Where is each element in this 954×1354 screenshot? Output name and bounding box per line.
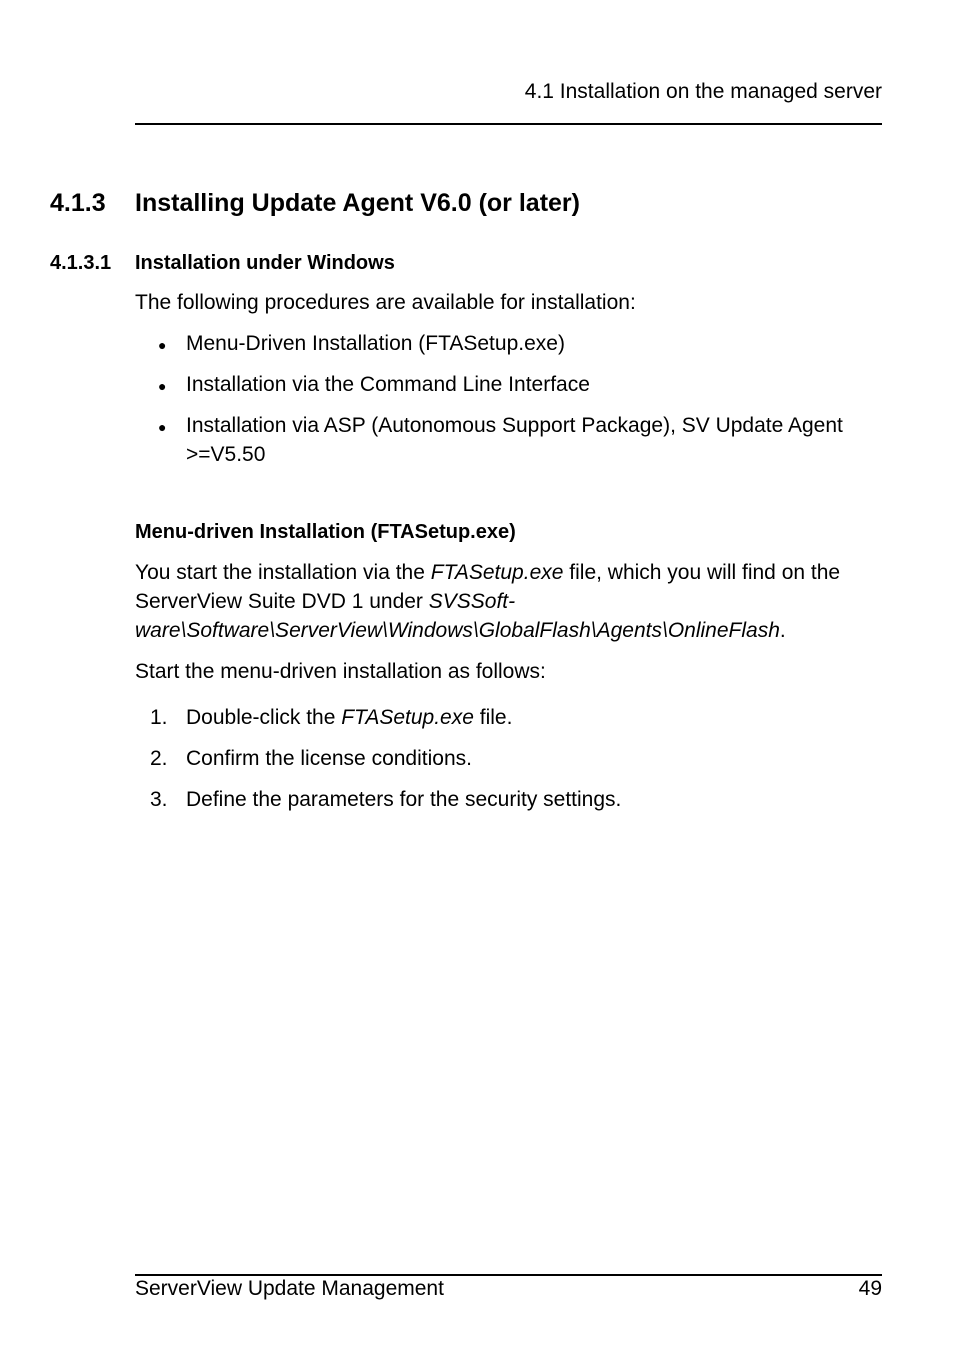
list-item: Installation via ASP (Autonomous Support Package), SV Update Agent >=V5.50 [186, 414, 843, 466]
subsection-title: Installation under Windows [135, 252, 395, 274]
footer-rule [135, 1274, 882, 1276]
bullet-icon: ● [158, 337, 167, 353]
header-rule [135, 123, 882, 125]
list-item: Installation via the Command Line Interface [186, 373, 590, 396]
step-number: 2. [150, 747, 168, 770]
step-number: 3. [150, 788, 168, 811]
step-item: Confirm the license conditions. [186, 747, 472, 770]
section-number: 4.1.3 [50, 189, 106, 217]
step-number: 1. [150, 706, 168, 729]
step-item: Double-click the FTASetup.exe file. [186, 706, 513, 729]
file-path: SVSSoft-ware\Software\ServerView\Windows\GlobalFlash\Agents\OnlineFlash [135, 590, 780, 642]
list-item: Menu-Driven Installation (FTASetup.exe) [186, 332, 565, 355]
running-header: 4.1 Installation on the managed server [524, 80, 882, 103]
bullet-icon: ● [158, 419, 167, 435]
bullet-icon: ● [158, 378, 167, 394]
subsection-number: 4.1.3.1 [50, 252, 112, 274]
intro-paragraph: The following procedures are available for installation: [135, 291, 636, 314]
menu-driven-paragraph: You start the installation via the FTASetup.exe file, which you will find on the ServerView Suite DVD 1 under SVSSoft-ware\Software\ServerView\Windows\GlobalFlash\Agents\OnlineFlash. [135, 561, 841, 642]
steps-intro: Start the menu-driven installation as follows: [135, 660, 546, 683]
file-name: FTASetup.exe [341, 706, 474, 729]
menu-driven-heading: Menu-driven Installation (FTASetup.exe) [135, 521, 516, 543]
page-number: 49 [858, 1277, 882, 1300]
file-name: FTASetup.exe [430, 561, 564, 584]
section-title: Installing Update Agent V6.0 (or later) [135, 189, 580, 217]
footer-doc-title: ServerView Update Management [135, 1277, 444, 1300]
step-item: Define the parameters for the security settings. [186, 788, 622, 811]
